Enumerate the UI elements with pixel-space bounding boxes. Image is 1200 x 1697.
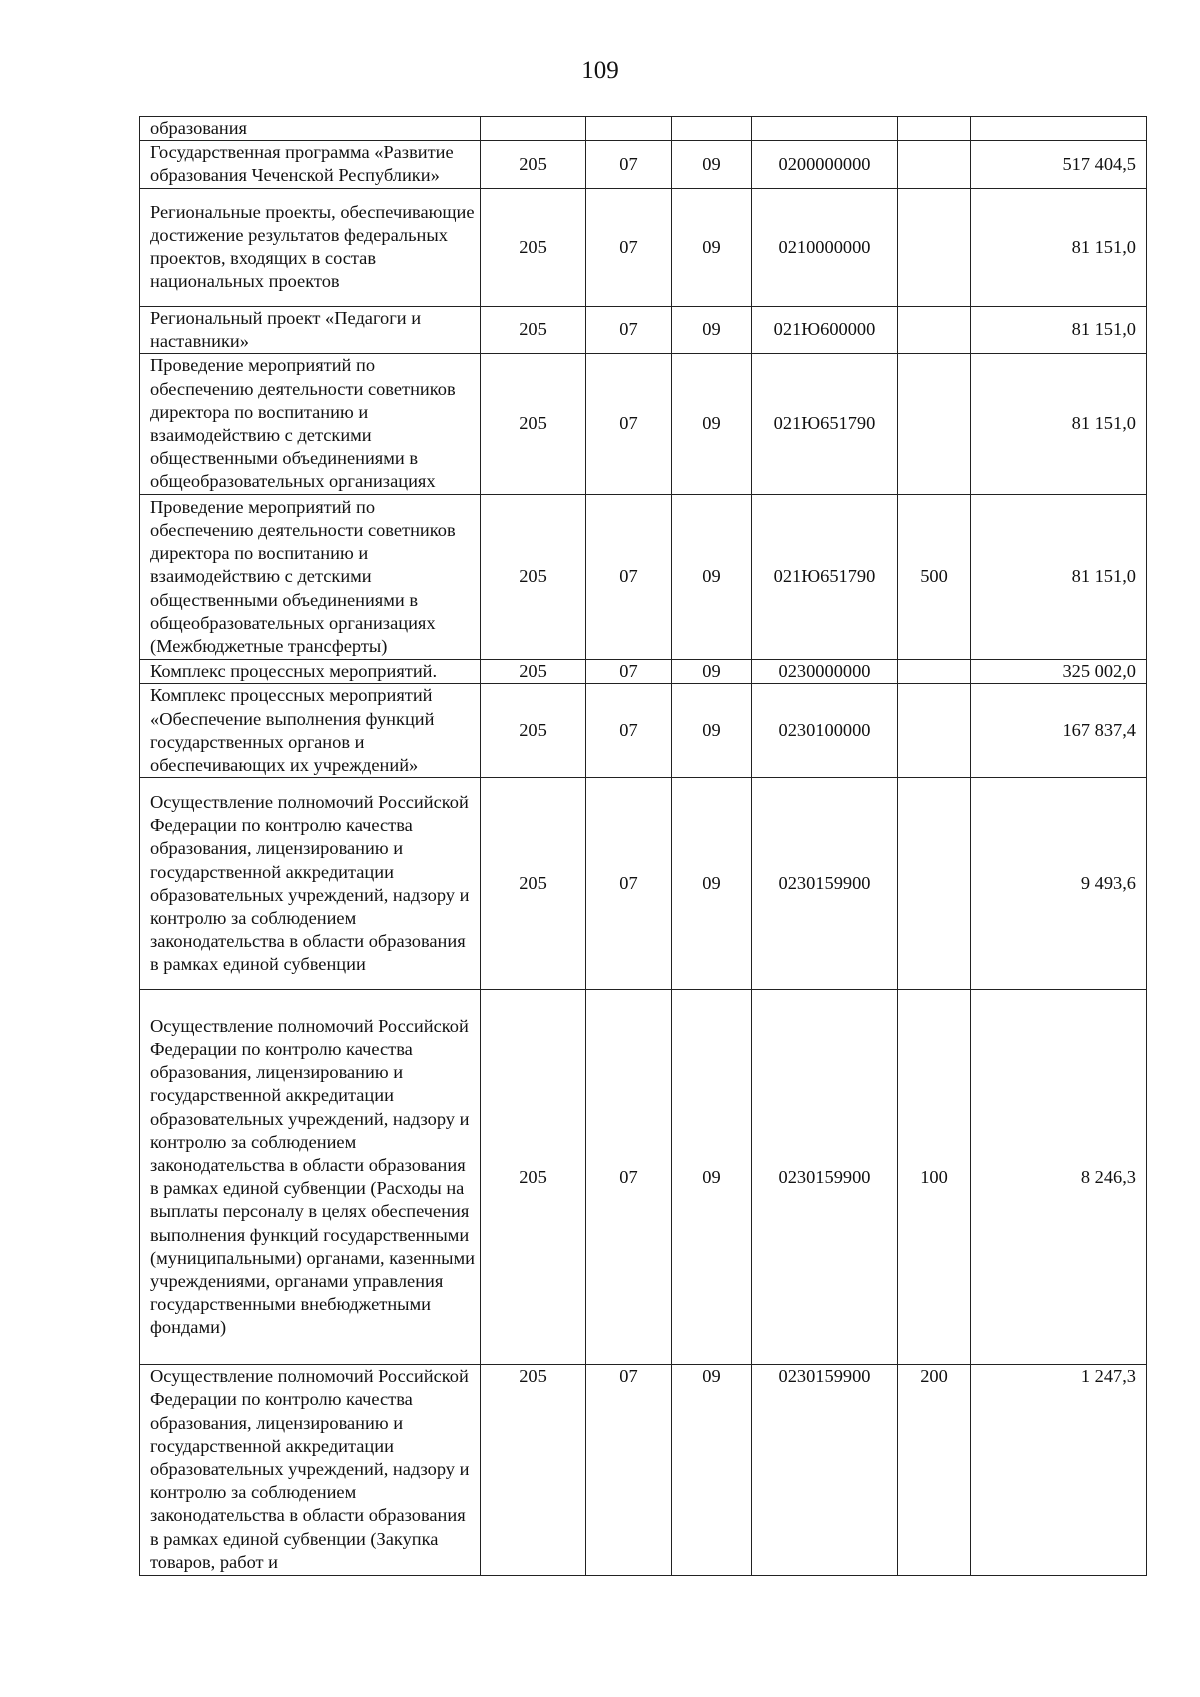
cell-target-article: 0230100000 <box>752 684 898 778</box>
cell-amount: 81 151,0 <box>971 495 1147 660</box>
cell-target-article: 021Ю600000 <box>752 306 898 353</box>
cell-amount: 517 404,5 <box>971 141 1147 188</box>
cell-amount <box>971 117 1147 141</box>
cell-subsection <box>672 117 752 141</box>
cell-expense-type <box>898 684 971 778</box>
cell-subsection: 09 <box>672 354 752 495</box>
cell-section: 07 <box>586 1365 672 1576</box>
row-name: Проведение мероприятий по обеспечению деятельности советников директора по воспитанию и взаимодействию с детскими общественными объединениями в общеобразовательных организациях (Межбюджетные трансферты) <box>140 495 481 660</box>
cell-expense-type <box>898 141 971 188</box>
cell-ministry: 205 <box>481 1365 586 1576</box>
cell-section: 07 <box>586 354 672 495</box>
cell-ministry: 205 <box>481 660 586 684</box>
cell-section: 07 <box>586 778 672 990</box>
cell-target-article: 0200000000 <box>752 141 898 188</box>
cell-expense-type: 200 <box>898 1365 971 1576</box>
row-name: Государственная программа «Развитие образования Чеченской Республики» <box>140 141 481 188</box>
cell-expense-type <box>898 660 971 684</box>
table-row <box>140 354 1147 495</box>
cell-amount: 9 493,6 <box>971 778 1147 990</box>
cell-amount: 1 247,3 <box>971 1365 1147 1576</box>
row-name: Осуществление полномочий Российской Федерации по контролю качества образования, лицензированию и государственной аккредитации образовательных учреждений, надзору и контролю за соблюдением законодательства в области образования в рамках единой субвенции <box>140 778 481 990</box>
cell-subsection: 09 <box>672 778 752 990</box>
cell-subsection: 09 <box>672 188 752 306</box>
cell-ministry: 205 <box>481 990 586 1365</box>
cell-subsection: 09 <box>672 306 752 353</box>
table-row <box>140 306 1147 353</box>
cell-subsection: 09 <box>672 660 752 684</box>
cell-target-article: 0230159900 <box>752 778 898 990</box>
cell-target-article: 0210000000 <box>752 188 898 306</box>
cell-target-article: 0230000000 <box>752 660 898 684</box>
cell-amount: 167 837,4 <box>971 684 1147 778</box>
cell-subsection: 09 <box>672 1365 752 1576</box>
cell-section: 07 <box>586 990 672 1365</box>
row-name: Региональный проект «Педагоги и наставники» <box>140 306 481 353</box>
cell-ministry: 205 <box>481 354 586 495</box>
cell-amount: 81 151,0 <box>971 188 1147 306</box>
table-row <box>140 117 1147 141</box>
row-name: Комплекс процессных мероприятий. <box>140 660 481 684</box>
row-name: Осуществление полномочий Российской Федерации по контролю качества образования, лицензированию и государственной аккредитации образовательных учреждений, надзору и контролю за соблюдением законодательства в области образования в рамках единой субвенции (Расходы на выплаты персоналу в целях обеспечения выполнения функций государственными (муниципальными) органами, казенными учреждениями, органами управления государственными внебюджетными фондами) <box>140 990 481 1365</box>
budget-table <box>139 116 1147 1576</box>
cell-ministry: 205 <box>481 778 586 990</box>
cell-section: 07 <box>586 684 672 778</box>
cell-expense-type <box>898 188 971 306</box>
cell-section <box>586 117 672 141</box>
cell-section: 07 <box>586 660 672 684</box>
cell-target-article: 021Ю651790 <box>752 495 898 660</box>
cell-expense-type <box>898 778 971 990</box>
row-name: Комплекс процессных мероприятий «Обеспечение выполнения функций государственных органов и обеспечивающих их учреждений» <box>140 684 481 778</box>
cell-target-article: 0230159900 <box>752 990 898 1365</box>
row-name: Региональные проекты, обеспечивающие достижение результатов федеральных проектов, входящих в состав национальных проектов <box>140 188 481 306</box>
cell-amount: 81 151,0 <box>971 306 1147 353</box>
cell-subsection: 09 <box>672 990 752 1365</box>
cell-ministry: 205 <box>481 495 586 660</box>
cell-expense-type: 100 <box>898 990 971 1365</box>
cell-ministry: 205 <box>481 306 586 353</box>
table-row <box>140 778 1147 990</box>
table-row <box>140 141 1147 188</box>
cell-section: 07 <box>586 188 672 306</box>
table-row <box>140 495 1147 660</box>
table-row <box>140 1365 1147 1576</box>
cell-expense-type: 500 <box>898 495 971 660</box>
cell-expense-type <box>898 117 971 141</box>
cell-ministry: 205 <box>481 141 586 188</box>
cell-target-article: 021Ю651790 <box>752 354 898 495</box>
cell-section: 07 <box>586 495 672 660</box>
cell-section: 07 <box>586 306 672 353</box>
page-number: 109 <box>581 57 619 84</box>
cell-ministry: 205 <box>481 188 586 306</box>
cell-subsection: 09 <box>672 141 752 188</box>
cell-target-article <box>752 117 898 141</box>
cell-amount: 8 246,3 <box>971 990 1147 1365</box>
cell-section: 07 <box>586 141 672 188</box>
cell-expense-type <box>898 306 971 353</box>
cell-target-article: 0230159900 <box>752 1365 898 1576</box>
cell-amount: 325 002,0 <box>971 660 1147 684</box>
cell-expense-type <box>898 354 971 495</box>
cell-amount: 81 151,0 <box>971 354 1147 495</box>
cell-subsection: 09 <box>672 684 752 778</box>
table-row <box>140 660 1147 684</box>
cell-ministry <box>481 117 586 141</box>
row-name: Проведение мероприятий по обеспечению деятельности советников директора по воспитанию и взаимодействию с детскими общественными объединениями в общеобразовательных организациях <box>140 354 481 495</box>
table-row <box>140 684 1147 778</box>
cell-subsection: 09 <box>672 495 752 660</box>
row-name: образования <box>140 117 481 141</box>
cell-ministry: 205 <box>481 684 586 778</box>
table-row <box>140 990 1147 1365</box>
row-name: Осуществление полномочий Российской Федерации по контролю качества образования, лицензированию и государственной аккредитации образовательных учреждений, надзору и контролю за соблюдением законодательства в области образования в рамках единой субвенции (Закупка товаров, работ и <box>140 1365 481 1576</box>
table-row <box>140 188 1147 306</box>
